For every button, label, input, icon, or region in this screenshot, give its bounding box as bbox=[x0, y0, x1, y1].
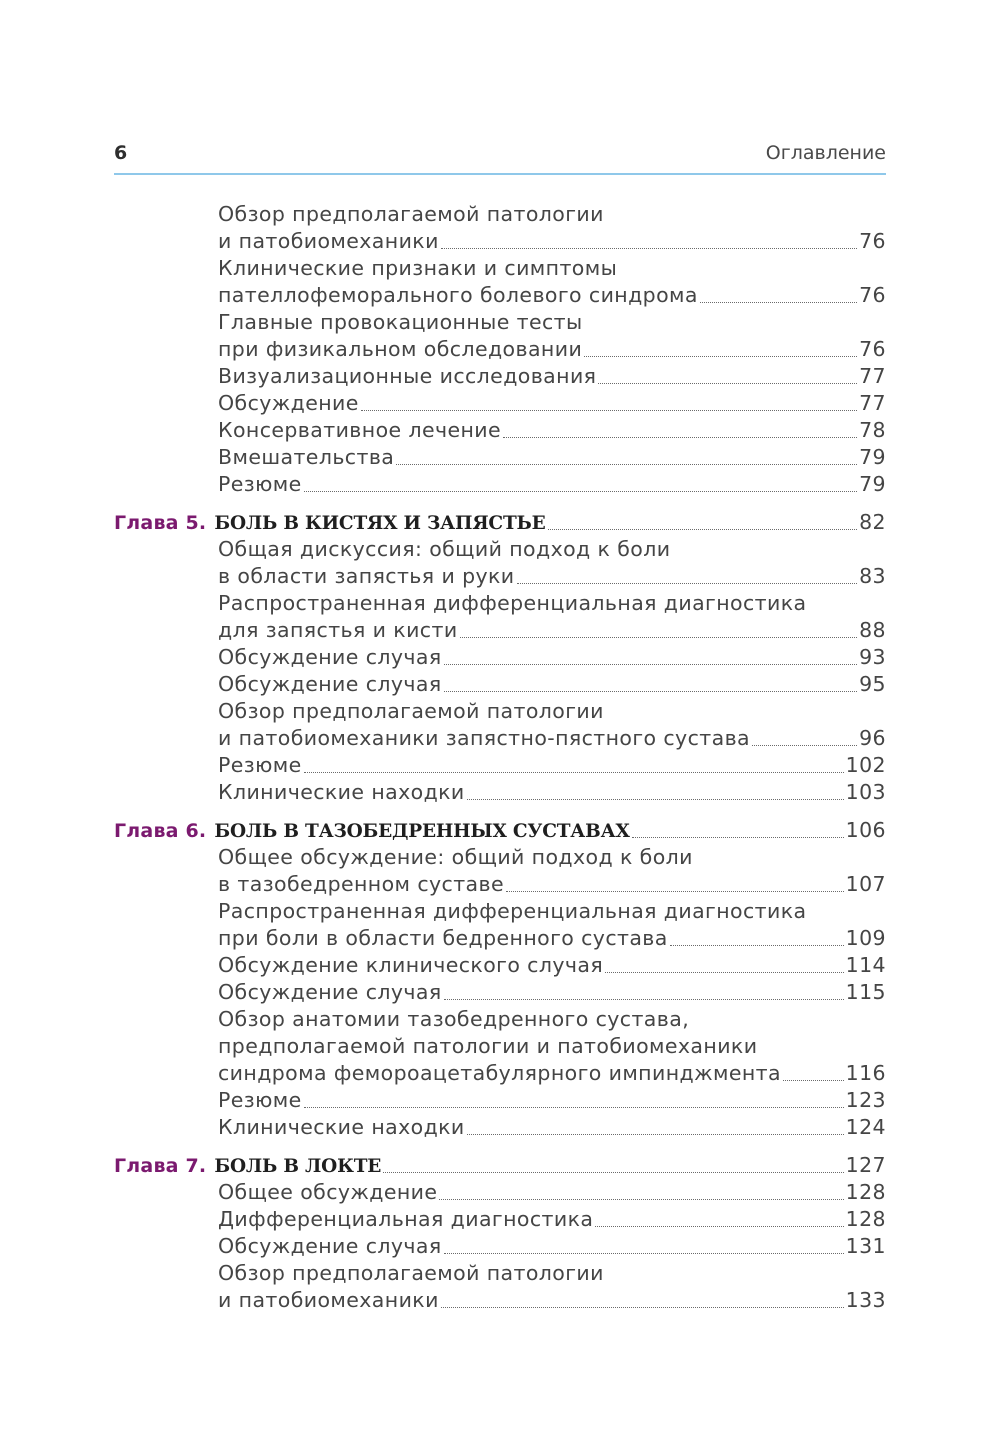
toc-entry-line: Обзор предполагаемой патологии bbox=[218, 699, 604, 723]
toc-entry[interactable] bbox=[114, 417, 886, 444]
chapter-label: Глава 7. bbox=[114, 1155, 207, 1177]
page-ref: 77 bbox=[859, 364, 886, 388]
chapter-title: БОЛЬ В КИСТЯХ И ЗАПЯСТЬЕ bbox=[214, 513, 546, 534]
toc-entry-line: Общая дискуссия: общий подход к боли bbox=[218, 537, 671, 561]
toc-entry-line bbox=[114, 563, 886, 590]
page-ref: 115 bbox=[845, 980, 886, 1004]
page-ref: 123 bbox=[845, 1088, 886, 1112]
dot-leader bbox=[548, 528, 858, 530]
chapter-label: Глава 6. bbox=[114, 820, 207, 842]
entry-text: Резюме bbox=[218, 472, 302, 496]
toc-entry[interactable] bbox=[114, 1179, 886, 1206]
toc-entry[interactable] bbox=[114, 536, 886, 590]
toc-entry-line bbox=[114, 471, 886, 498]
entry-text: Обсуждение клинического случая bbox=[218, 953, 604, 977]
toc-entry[interactable] bbox=[114, 1206, 886, 1233]
toc-entry-line: Распространенная дифференциальная диагностика bbox=[218, 591, 807, 615]
dot-leader bbox=[503, 436, 857, 438]
dot-leader bbox=[605, 971, 844, 973]
toc-entry-line bbox=[114, 1179, 886, 1206]
page-ref: 116 bbox=[845, 1061, 886, 1085]
page-ref: 76 bbox=[859, 283, 886, 307]
toc-entry-line bbox=[114, 417, 886, 444]
toc-entry[interactable] bbox=[114, 471, 886, 498]
toc-entry[interactable] bbox=[114, 644, 886, 671]
chapter-entry[interactable] bbox=[114, 1152, 886, 1179]
toc-entry[interactable] bbox=[114, 1260, 886, 1314]
header-divider bbox=[114, 173, 886, 175]
entry-text: Дифференциальная диагностика bbox=[218, 1207, 594, 1231]
chapter-title: БОЛЬ В ЛОКТЕ bbox=[214, 1156, 382, 1177]
toc-entry-line bbox=[114, 725, 886, 752]
page-ref: 76 bbox=[859, 229, 886, 253]
entry-text: Визуализационные исследования bbox=[218, 364, 597, 388]
page-ref: 96 bbox=[859, 726, 886, 750]
toc-entry[interactable] bbox=[114, 844, 886, 898]
entry-text: Обсуждение случая bbox=[218, 1234, 442, 1258]
toc-entry-line bbox=[114, 390, 886, 417]
dot-leader bbox=[444, 998, 844, 1000]
dot-leader bbox=[396, 463, 857, 465]
toc-entry-line bbox=[114, 952, 886, 979]
page-ref: 127 bbox=[845, 1153, 886, 1177]
entry-text: и патобиомеханики bbox=[218, 1288, 439, 1312]
section-title: Оглавление bbox=[765, 142, 886, 164]
toc-entry-line bbox=[114, 1087, 886, 1114]
dot-leader bbox=[460, 636, 858, 638]
dot-leader bbox=[467, 798, 844, 800]
toc-entry[interactable] bbox=[114, 255, 886, 309]
page-ref: 79 bbox=[859, 472, 886, 496]
toc-entry[interactable] bbox=[114, 1087, 886, 1114]
toc-entry-line bbox=[114, 617, 886, 644]
page-ref: 133 bbox=[845, 1288, 886, 1312]
dot-leader bbox=[700, 301, 857, 303]
page-ref: 106 bbox=[845, 818, 886, 842]
dot-leader bbox=[444, 663, 858, 665]
page-ref: 128 bbox=[845, 1207, 886, 1231]
toc-entry-line bbox=[114, 363, 886, 390]
toc-entry-line bbox=[114, 282, 886, 309]
dot-leader bbox=[304, 1106, 844, 1108]
toc-entry[interactable] bbox=[114, 390, 886, 417]
chapter-heading bbox=[114, 509, 546, 537]
page-ref: 107 bbox=[845, 872, 886, 896]
dot-leader bbox=[752, 744, 857, 746]
dot-leader bbox=[506, 890, 844, 892]
entry-text: Клинические находки bbox=[218, 1115, 465, 1139]
page-ref: 109 bbox=[845, 926, 886, 950]
page-ref: 88 bbox=[859, 618, 886, 642]
toc-entry-line: предполагаемой патологии и патобиомеханики bbox=[218, 1034, 758, 1058]
entry-text: и патобиомеханики bbox=[218, 229, 439, 253]
entry-text: Обсуждение случая bbox=[218, 980, 442, 1004]
entry-text: и патобиомеханики запястно-пястного сустава bbox=[218, 726, 751, 750]
dot-leader bbox=[670, 944, 844, 946]
page-ref: 93 bbox=[859, 645, 886, 669]
toc-entry[interactable] bbox=[114, 898, 886, 952]
dot-leader bbox=[598, 382, 857, 384]
toc-entry-line bbox=[114, 1233, 886, 1260]
dot-leader bbox=[584, 355, 857, 357]
entry-text: Резюме bbox=[218, 1088, 302, 1112]
chapter-heading bbox=[114, 1152, 381, 1180]
page-number: 6 bbox=[114, 142, 128, 164]
toc-entry[interactable] bbox=[114, 444, 886, 471]
toc-entry[interactable] bbox=[114, 1006, 886, 1087]
chapter-label: Глава 5. bbox=[114, 512, 207, 534]
dot-leader bbox=[467, 1133, 844, 1135]
entry-text: при боли в области бедренного сустава bbox=[218, 926, 668, 950]
dot-leader bbox=[595, 1225, 843, 1227]
dot-leader bbox=[444, 690, 858, 692]
toc-entry[interactable] bbox=[114, 363, 886, 390]
dot-leader bbox=[783, 1079, 844, 1081]
toc-entry-line bbox=[114, 228, 886, 255]
toc-entry[interactable] bbox=[114, 952, 886, 979]
toc-entry[interactable] bbox=[114, 1233, 886, 1260]
dot-leader bbox=[361, 409, 857, 411]
entry-text: в области запястья и руки bbox=[218, 564, 515, 588]
page-ref: 82 bbox=[859, 510, 886, 534]
chapter-heading bbox=[114, 817, 630, 845]
toc-entry-line bbox=[114, 1206, 886, 1233]
table-of-contents bbox=[114, 201, 886, 1314]
toc-entry-line bbox=[114, 925, 886, 952]
page-ref: 83 bbox=[859, 564, 886, 588]
page-ref: 131 bbox=[845, 1234, 886, 1258]
dot-leader bbox=[304, 771, 844, 773]
entry-text: Резюме bbox=[218, 753, 302, 777]
toc-entry-line bbox=[114, 336, 886, 363]
toc-entry-line bbox=[114, 444, 886, 471]
toc-entry-line bbox=[114, 779, 886, 806]
entry-text: Обсуждение случая bbox=[218, 672, 442, 696]
toc-entry[interactable] bbox=[114, 979, 886, 1006]
page-ref: 78 bbox=[859, 418, 886, 442]
page-header bbox=[114, 138, 886, 168]
entry-text: Обсуждение случая bbox=[218, 645, 442, 669]
toc-entry[interactable] bbox=[114, 309, 886, 363]
toc-entry-line: Главные провокационные тесты bbox=[218, 310, 583, 334]
dot-leader bbox=[383, 1171, 843, 1173]
toc-entry-line: Клинические признаки и симптомы bbox=[218, 256, 618, 280]
toc-entry-line: Обзор предполагаемой патологии bbox=[218, 202, 604, 226]
entry-text: Консервативное лечение bbox=[218, 418, 502, 442]
chapter-entry[interactable] bbox=[114, 509, 886, 536]
toc-entry[interactable] bbox=[114, 752, 886, 779]
entry-text: для запястья и кисти bbox=[218, 618, 458, 642]
page-ref: 76 bbox=[859, 337, 886, 361]
page-ref: 124 bbox=[845, 1115, 886, 1139]
toc-entry[interactable] bbox=[114, 1114, 886, 1141]
toc-entry-line: Распространенная дифференциальная диагностика bbox=[218, 899, 807, 923]
toc-entry[interactable] bbox=[114, 201, 886, 255]
toc-entry[interactable] bbox=[114, 779, 886, 806]
dot-leader bbox=[439, 1198, 843, 1200]
page-ref: 79 bbox=[859, 445, 886, 469]
toc-entry-line: Обзор предполагаемой патологии bbox=[218, 1261, 604, 1285]
entry-text: Вмешательства bbox=[218, 445, 395, 469]
entry-text: при физикальном обследовании bbox=[218, 337, 583, 361]
toc-entry-line bbox=[114, 979, 886, 1006]
toc-entry-line bbox=[114, 1287, 886, 1314]
dot-leader bbox=[632, 836, 844, 838]
toc-entry-line bbox=[114, 671, 886, 698]
dot-leader bbox=[517, 582, 858, 584]
toc-entry[interactable] bbox=[114, 671, 886, 698]
page-ref: 114 bbox=[845, 953, 886, 977]
chapter-title: БОЛЬ В ТАЗОБЕДРЕННЫХ СУСТАВАХ bbox=[214, 821, 630, 842]
toc-entry-line: Общее обсуждение: общий подход к боли bbox=[218, 845, 693, 869]
page-ref: 95 bbox=[859, 672, 886, 696]
toc-entry-line bbox=[114, 752, 886, 779]
toc-entry[interactable] bbox=[114, 590, 886, 644]
page-ref: 128 bbox=[845, 1180, 886, 1204]
toc-entry-line bbox=[114, 871, 886, 898]
toc-entry-line bbox=[114, 1114, 886, 1141]
page-ref: 102 bbox=[845, 753, 886, 777]
page-ref: 77 bbox=[859, 391, 886, 415]
chapter-entry[interactable] bbox=[114, 817, 886, 844]
entry-text: пателлофеморального болевого синдрома bbox=[218, 283, 698, 307]
page-ref: 103 bbox=[845, 780, 886, 804]
entry-text: синдрома фемороацетабулярного импинджмента bbox=[218, 1061, 781, 1085]
toc-entry-line: Обзор анатомии тазобедренного сустава, bbox=[218, 1007, 690, 1031]
dot-leader bbox=[304, 490, 858, 492]
dot-leader bbox=[441, 1306, 844, 1308]
entry-text: Клинические находки bbox=[218, 780, 465, 804]
dot-leader bbox=[444, 1252, 844, 1254]
toc-entry-line bbox=[114, 644, 886, 671]
entry-text: в тазобедренном суставе bbox=[218, 872, 504, 896]
toc-entry[interactable] bbox=[114, 698, 886, 752]
dot-leader bbox=[441, 247, 857, 249]
entry-text: Обсуждение bbox=[218, 391, 359, 415]
toc-entry-line bbox=[114, 1060, 886, 1087]
entry-text: Общее обсуждение bbox=[218, 1180, 438, 1204]
